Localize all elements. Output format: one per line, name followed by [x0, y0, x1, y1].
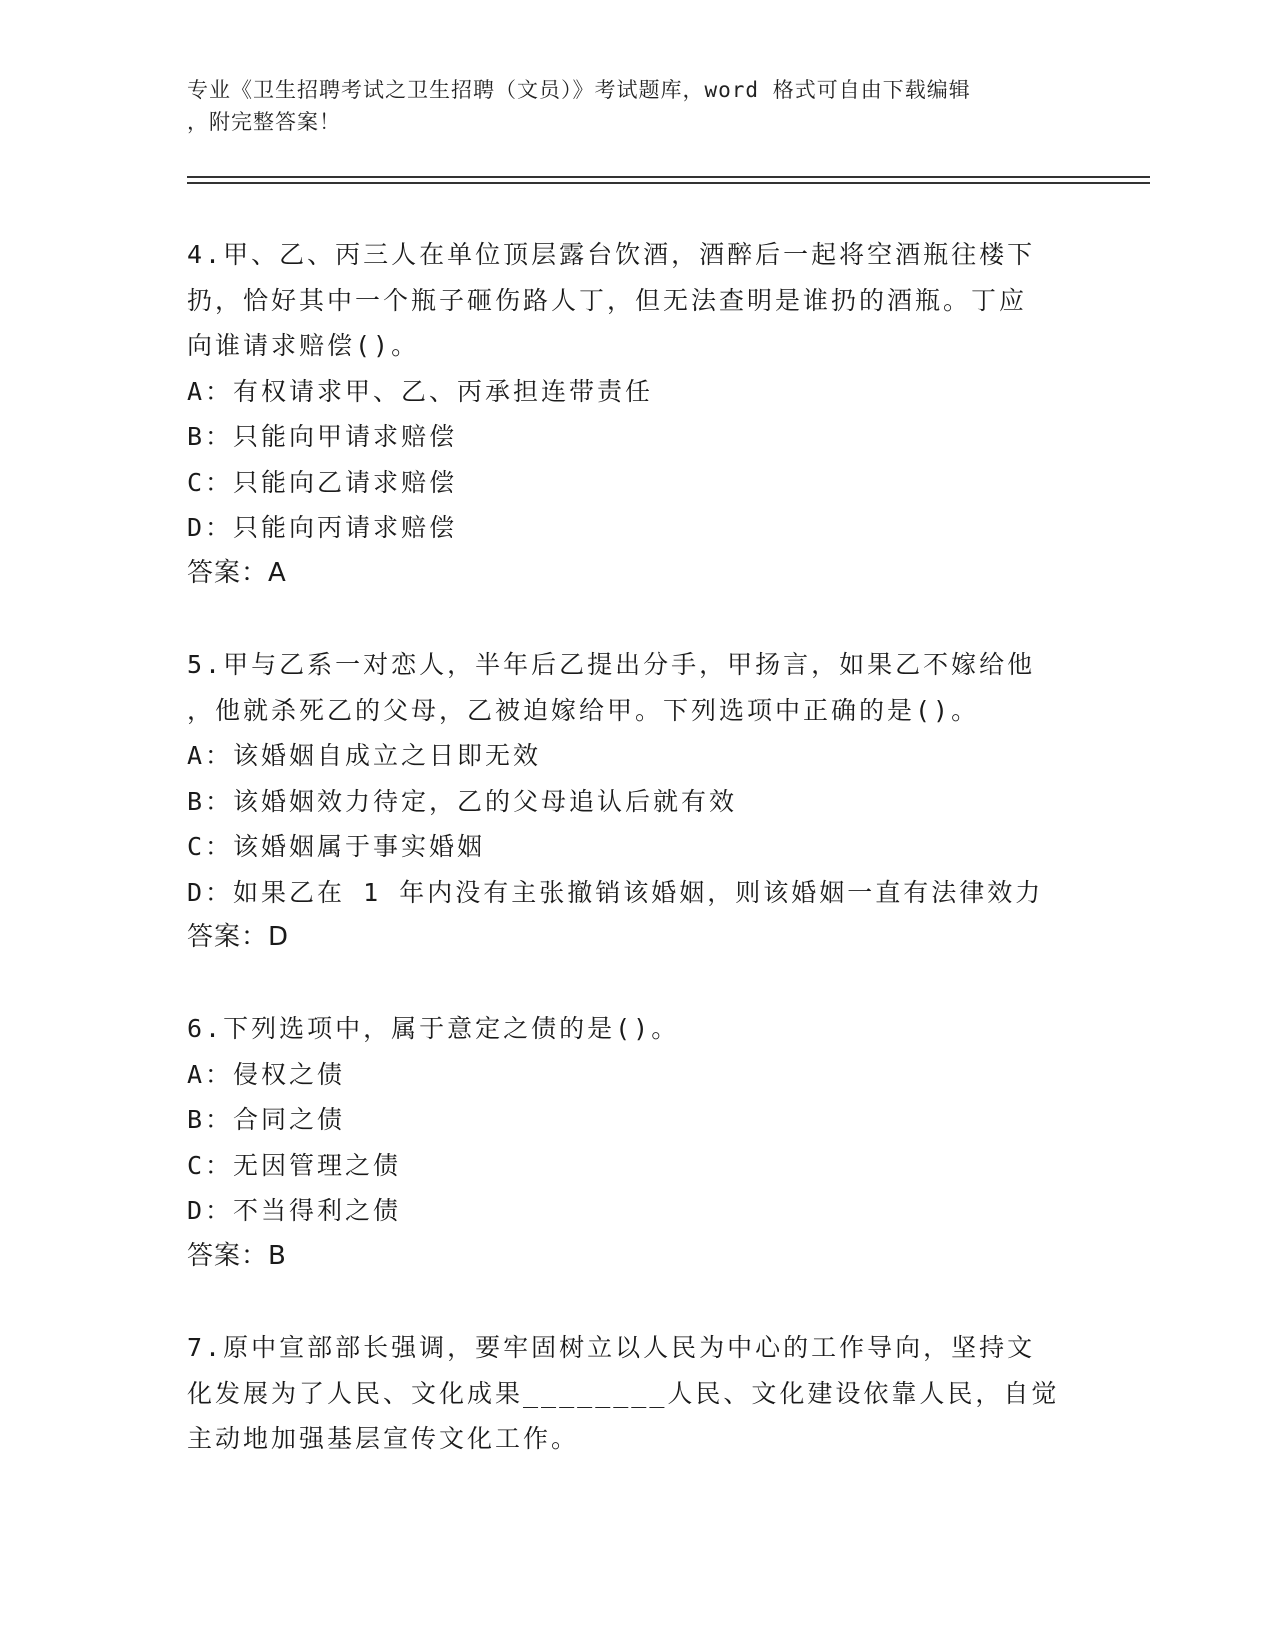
question-stem-line: 化发展为了人民、文化成果________人民、文化建设依靠人民，自觉 [187, 1378, 1060, 1408]
question-stem-line: ，他就杀死乙的父母，乙被迫嫁给甲。下列选项中正确的是()。 [187, 695, 980, 725]
answer-line: 答案：D [187, 922, 290, 952]
question-stem-line: 4.甲、乙、丙三人在单位顶层露台饮酒，酒醉后一起将空酒瓶往楼下 [187, 240, 1036, 269]
question-7 [187, 1325, 1087, 1462]
header-rule-bottom [187, 182, 1150, 184]
answer-line: 答案：B [187, 1240, 287, 1271]
question-5 [187, 642, 1087, 961]
option-d: D：如果乙在 1 年内没有主张撤销该婚姻，则该婚姻一直有法律效力 [187, 877, 1044, 907]
option-d: D：不当得利之债 [187, 1196, 402, 1225]
option-a: A：有权请求甲、乙、丙承担连带责任 [187, 376, 654, 406]
option-c: C：只能向乙请求赔偿 [187, 467, 458, 497]
option-b: B：合同之债 [187, 1105, 346, 1134]
question-stem-line: 5.甲与乙系一对恋人，半年后乙提出分手，甲扬言，如果乙不嫁给他 [187, 650, 1036, 679]
header-rule-top [187, 176, 1150, 178]
header-line-2: ，附完整答案！ [187, 110, 341, 134]
question-stem-line: 扔，恰好其中一个瓶子砸伤路人丁，但无法查明是谁扔的酒瓶。丁应 [187, 285, 1028, 315]
question-stem-line: 向谁请求赔偿()。 [187, 331, 420, 360]
document-header [187, 74, 1067, 138]
question-6 [187, 1006, 1087, 1279]
option-a: A：侵权之债 [187, 1059, 346, 1089]
option-c: C：该婚姻属于事实婚姻 [187, 832, 486, 861]
option-d: D：只能向丙请求赔偿 [187, 513, 458, 542]
question-stem-line: 主动地加强基层宣传文化工作。 [187, 1424, 580, 1453]
option-a: A：该婚姻自成立之日即无效 [187, 741, 542, 770]
header-line-1: 专业《卫生招聘考试之卫生招聘（文员）》考试题库，word 格式可自由下载编辑 [187, 78, 971, 102]
question-stem-line: 6.下列选项中，属于意定之债的是()。 [187, 1014, 680, 1043]
question-4 [187, 232, 1087, 596]
option-b: B：该婚姻效力待定，乙的父母追认后就有效 [187, 786, 738, 816]
option-b: B：只能向甲请求赔偿 [187, 422, 458, 451]
answer-line: 答案：A [187, 557, 287, 588]
question-stem-line: 7.原中宣部部长强调，要牢固树立以人民为中心的工作导向，坚持文 [187, 1333, 1036, 1362]
option-c: C：无因管理之债 [187, 1150, 402, 1180]
